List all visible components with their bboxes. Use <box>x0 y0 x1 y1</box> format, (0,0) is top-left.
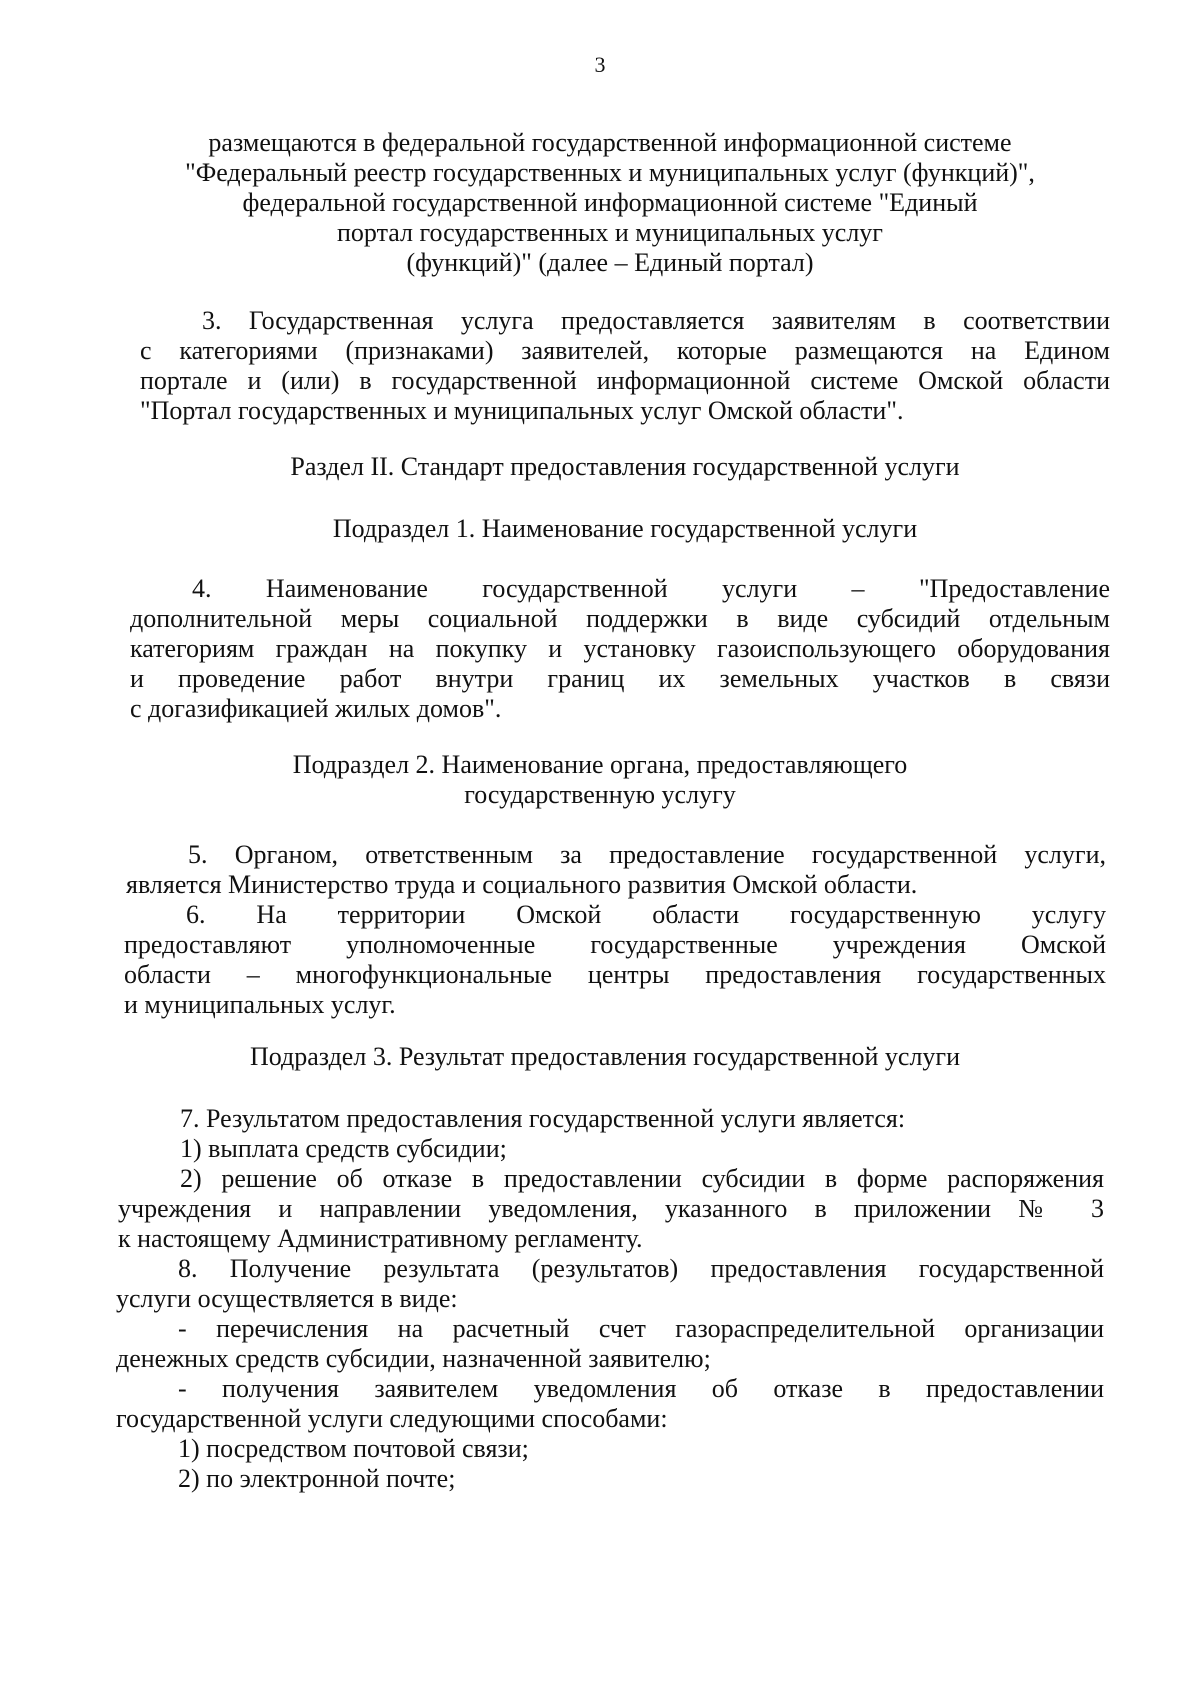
paragraph-6 <box>124 900 1106 1020</box>
text-line: с догазификацией жилых домов". <box>130 694 502 723</box>
paragraph-8 <box>116 1254 1104 1494</box>
text-line: учреждения и направлении уведомления, указанного в приложении № 3 <box>118 1194 1104 1223</box>
text-line: категориям граждан на покупку и установку газоиспользующего оборудования <box>130 634 1110 663</box>
text-line: портал государственных и муниципальных услуг <box>337 218 883 247</box>
text-line: (функций)" (далее – Единый портал) <box>406 248 814 277</box>
text-line: с категориями (признаками) заявителей, которые размещаются на Едином <box>140 336 1110 365</box>
paragraph-7 <box>118 1104 1104 1254</box>
text-line: Подраздел 2. Наименование органа, предоставляющего <box>292 750 908 779</box>
paragraph-5 <box>126 840 1106 900</box>
text-line: государственной услуги следующими способами: <box>116 1404 668 1433</box>
text-line: дополнительной меры социальной поддержки в виде субсидий отдельным <box>130 604 1110 633</box>
subsection-2-title <box>130 750 1070 810</box>
text-line: портале и (или) в государственной информационной системе Омской области <box>140 366 1110 395</box>
text-line: федеральной государственной информационной системе "Единый <box>242 188 978 217</box>
list-item: 2) по электронной почте; <box>178 1464 456 1493</box>
page-number: 3 <box>594 52 606 77</box>
text-line: государственную услугу <box>464 780 736 809</box>
text-line: размещаются в федеральной государственной информационной системе <box>208 128 1012 157</box>
subsection-3-title: Подраздел 3. Результат предоставления государственной услуги <box>249 1042 961 1071</box>
list-item: - перечисления на расчетный счет газораспределительной организации <box>178 1314 1104 1343</box>
text-line: 8. Получение результата (результатов) предоставления государственной <box>178 1254 1104 1283</box>
text-line: "Федеральный реестр государственных и муниципальных услуг (функций)", <box>185 158 1035 187</box>
text-line: является Министерство труда и социального развития Омской области. <box>126 870 918 899</box>
intro-paragraph <box>140 128 1080 278</box>
text-line: и муниципальных услуг. <box>124 990 396 1019</box>
text-line: 5. Органом, ответственным за предоставление государственной услуги, <box>188 840 1106 869</box>
list-item: 1) посредством почтовой связи; <box>178 1434 529 1463</box>
paragraph-4 <box>130 574 1110 724</box>
text-line: денежных средств субсидии, назначенной заявителю; <box>116 1344 711 1373</box>
text-line: 7. Результатом предоставления государственной услуги является: <box>180 1104 906 1133</box>
text-line: к настоящему Административному регламенту. <box>118 1224 643 1253</box>
subsection-1-title: Подраздел 1. Наименование государственной услуги <box>332 514 918 543</box>
section-title: Раздел II. Стандарт предоставления государственной услуги <box>290 452 960 481</box>
paragraph-3 <box>140 306 1110 426</box>
text-line: 6. На территории Омской области государственную услугу <box>186 900 1106 929</box>
text-line: услуги осуществляется в виде: <box>116 1284 458 1313</box>
text-line: "Портал государственных и муниципальных услуг Омской области". <box>140 396 904 425</box>
list-item: 2) решение об отказе в предоставлении субсидии в форме распоряжения <box>180 1164 1104 1193</box>
list-item: - получения заявителем уведомления об отказе в предоставлении <box>178 1374 1104 1403</box>
text-line: 4. Наименование государственной услуги – "Предоставление <box>192 574 1110 603</box>
list-item: 1) выплата средств субсидии; <box>180 1134 507 1163</box>
text-line: и проведение работ внутри границ их земельных участков в связи <box>130 664 1110 693</box>
text-line: 3. Государственная услуга предоставляется заявителям в соответствии <box>202 306 1110 335</box>
text-line: предоставляют уполномоченные государственные учреждения Омской <box>124 930 1106 959</box>
text-line: области – многофункциональные центры предоставления государственных <box>124 960 1106 989</box>
